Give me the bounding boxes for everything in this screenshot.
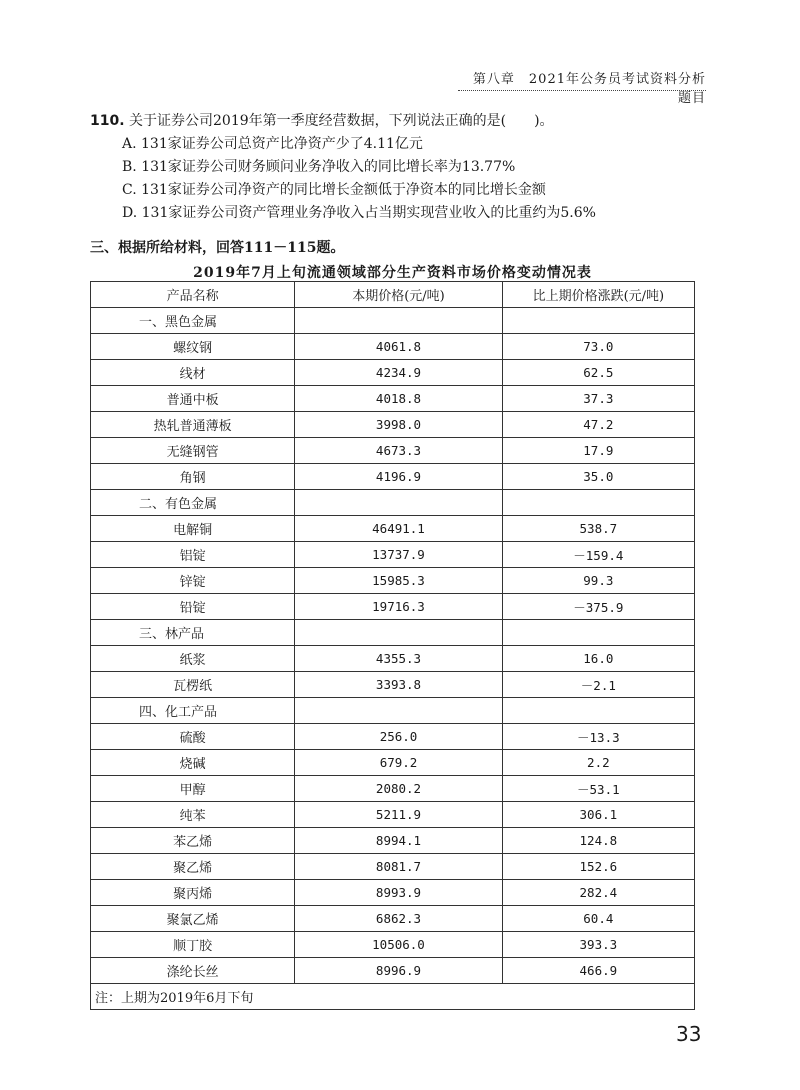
table-row [91,932,695,958]
product-name-cell: 聚丙烯 [91,880,295,906]
table-title: 2019年7月上旬流通领域部分生产资料市场价格变动情况表 [193,265,592,281]
price-cell: 13737.9 [295,542,502,568]
product-name-cell: 螺纹钢 [91,334,295,360]
chapter-header: 第八章 2021年公务员考试资料分析题目 [472,72,706,106]
change-cell: 47.2 [502,412,694,438]
change-cell: 124.8 [502,828,694,854]
change-cell: 306.1 [502,802,694,828]
price-cell: 8081.7 [295,854,502,880]
change-cell: 282.4 [502,880,694,906]
price-cell [295,490,502,516]
table-row [91,906,695,932]
price-cell: 3998.0 [295,412,502,438]
product-name-cell: 苯乙烯 [91,828,295,854]
price-cell [295,620,502,646]
price-cell: 19716.3 [295,594,502,620]
table-category-row [91,490,695,516]
price-cell: 8996.9 [295,958,502,984]
product-name-cell: 铅锭 [91,594,295,620]
table-row [91,776,695,802]
table-row [91,334,695,360]
product-name-cell: 三、林产品 [91,620,295,646]
table-row [91,672,695,698]
table-category-row [91,308,695,334]
question-stem: 关于证券公司2019年第一季度经营数据，下列说法正确的是( )。 [129,113,554,129]
table-category-row [91,698,695,724]
table-row [91,724,695,750]
product-name-cell: 纯苯 [91,802,295,828]
price-cell: 15985.3 [295,568,502,594]
change-cell [502,490,694,516]
change-cell [502,308,694,334]
table-row [91,464,695,490]
table-row [91,802,695,828]
table-body [91,308,695,984]
product-name-cell: 硫酸 [91,724,295,750]
product-name-cell: 普通中板 [91,386,295,412]
table-note-row [91,984,695,1010]
price-cell: 679.2 [295,750,502,776]
price-cell [295,308,502,334]
col-header-price: 本期价格(元/吨) [295,282,502,308]
change-cell: －159.4 [502,542,694,568]
price-cell: 4196.9 [295,464,502,490]
option-c: C. 131家证券公司净资产的同比增长金额低于净资本的同比增长金额 [122,182,546,198]
price-cell: 4234.9 [295,360,502,386]
col-header-product: 产品名称 [91,282,295,308]
price-cell: 10506.0 [295,932,502,958]
change-cell: 2.2 [502,750,694,776]
table-note: 注：上期为2019年6月下旬 [91,984,695,1010]
table-row [91,360,695,386]
table-row [91,568,695,594]
change-cell: －53.1 [502,776,694,802]
option-d: D. 131家证券公司资产管理业务净收入占当期实现营业收入的比重约为5.6% [122,205,596,221]
table-header-row [91,282,695,308]
table-row [91,594,695,620]
price-cell: 6862.3 [295,906,502,932]
price-cell: 8994.1 [295,828,502,854]
table-row [91,958,695,984]
product-name-cell: 甲醇 [91,776,295,802]
product-name-cell: 一、黑色金属 [91,308,295,334]
change-cell: 466.9 [502,958,694,984]
product-name-cell: 烧碱 [91,750,295,776]
change-cell: 538.7 [502,516,694,542]
price-cell: 3393.8 [295,672,502,698]
product-name-cell: 聚氯乙烯 [91,906,295,932]
product-name-cell: 聚乙烯 [91,854,295,880]
option-b: B. 131家证券公司财务顾问业务净收入的同比增长率为13.77% [122,159,516,175]
table-row [91,880,695,906]
change-cell [502,698,694,724]
price-cell: 46491.1 [295,516,502,542]
product-name-cell: 电解铜 [91,516,295,542]
question-stem-line [90,110,730,133]
question-110 [90,110,730,225]
price-cell: 8993.9 [295,880,502,906]
price-cell: 2080.2 [295,776,502,802]
table-row [91,412,695,438]
product-name-cell: 无缝钢管 [91,438,295,464]
product-name-cell: 四、化工产品 [91,698,295,724]
change-cell: 152.6 [502,854,694,880]
option-a: A. 131家证券公司总资产比净资产少了4.11亿元 [122,136,423,152]
table-row [91,438,695,464]
product-name-cell: 顺丁胶 [91,932,295,958]
change-cell [502,620,694,646]
col-header-change: 比上期价格涨跌(元/吨) [502,282,694,308]
table-row [91,646,695,672]
product-name-cell: 热轧普通薄板 [91,412,295,438]
product-name-cell: 瓦楞纸 [91,672,295,698]
product-name-cell: 二、有色金属 [91,490,295,516]
change-cell: －13.3 [502,724,694,750]
price-cell: 256.0 [295,724,502,750]
change-cell: －2.1 [502,672,694,698]
change-cell: 37.3 [502,386,694,412]
table-row [91,854,695,880]
price-cell [295,698,502,724]
section-heading: 三、根据所给材料，回答111－115题。 [90,240,345,256]
product-name-cell: 铝锭 [91,542,295,568]
product-name-cell: 线材 [91,360,295,386]
question-number: 110. [90,113,125,129]
price-cell: 4018.8 [295,386,502,412]
change-cell: －375.9 [502,594,694,620]
change-cell: 99.3 [502,568,694,594]
table-row [91,516,695,542]
price-cell: 5211.9 [295,802,502,828]
change-cell: 393.3 [502,932,694,958]
table-row [91,750,695,776]
table-row [91,828,695,854]
change-cell: 73.0 [502,334,694,360]
page-number: 33 [676,1022,702,1046]
price-table [90,281,695,1010]
price-cell: 4061.8 [295,334,502,360]
change-cell: 62.5 [502,360,694,386]
change-cell: 16.0 [502,646,694,672]
product-name-cell: 纸浆 [91,646,295,672]
change-cell: 17.9 [502,438,694,464]
table-category-row [91,620,695,646]
price-cell: 4355.3 [295,646,502,672]
header-rule [458,90,706,91]
table-row [91,386,695,412]
product-name-cell: 角钢 [91,464,295,490]
change-cell: 60.4 [502,906,694,932]
change-cell: 35.0 [502,464,694,490]
product-name-cell: 涤纶长丝 [91,958,295,984]
table-row [91,542,695,568]
price-cell: 4673.3 [295,438,502,464]
product-name-cell: 锌锭 [91,568,295,594]
